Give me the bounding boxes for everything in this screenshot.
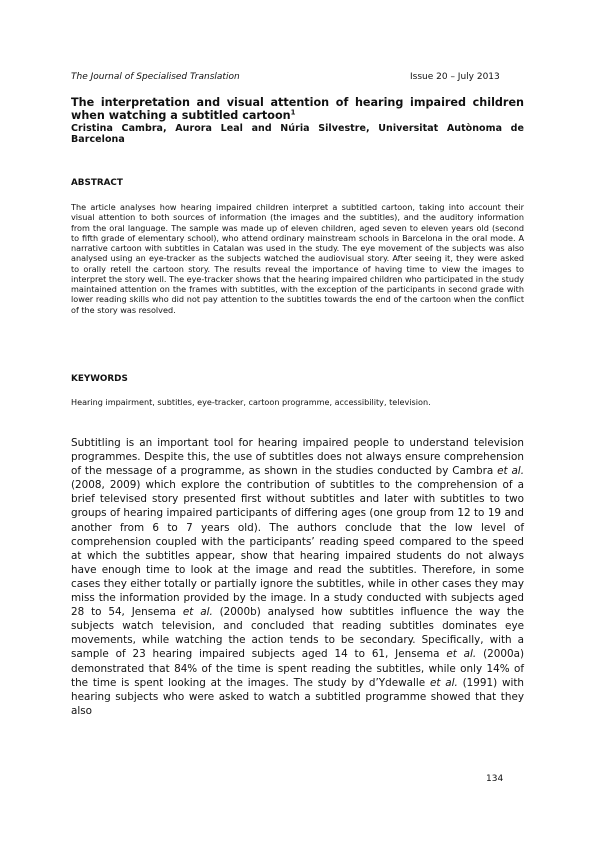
abstract-text: The article analyses how hearing impaired children interpret a subtitled cartoon, taking into account their visual attention to both sources of information (the images and the subtitles), and the auditory information from the oral language. The sample was made up of eleven children, aged seven to eleven years old (second to fifth grade of elementary school), who attend ordinary mainstream schools in Barcelona in the oral mode. A narrative cartoon with subtitles in Catalan was used in the study. The eye movement of the subjects was also analysed using an eye-tracker as the subjects watched the audiovisual story. After seeing it, they were asked to orally retell the cartoon story. The results reveal the importance of having time to view the images to interpret the story well. The eye-tracker shows that the hearing impaired children who participated in the study maintained attention on the frames with subtitles, with the exception of the participants in second grade with lower reading skills who did not pay attention to the subtitles towards the end of the cartoon when the conflict of the story was resolved.: [71, 202, 524, 315]
citation-et-al: et al.: [497, 465, 524, 478]
citation-et-al: et al.: [429, 676, 458, 689]
journal-name: The Journal of Specialised Translation: [71, 72, 240, 82]
keywords-text: Hearing impairment, subtitles, eye-tracker, cartoon programme, accessibility, television.: [71, 397, 431, 407]
article-title: [71, 97, 524, 122]
title-block: [71, 97, 524, 145]
abstract-heading: ABSTRACT: [71, 178, 123, 188]
body-text-segment: (2008, 2009) which explore the contribution of subtitles to the comprehension of a brief televised story presented first without subtitles and later with subtitles to two groups of hearing impaired participants of differing ages (one group from 12 to 19 and another from 6 to 7 years old). The authors conclude that the low level of comprehension coupled with the participants’ reading speed compared to the speed at which the subtitles appear, show that hearing impaired students do not always have enough time to look at the image and read the subtitles. Therefore, in some cases they either totally or partially ignore the subtitles, while in other cases they may miss the information provided by the image. In a study conducted with subjects aged 28 to 54, Jensema: [71, 479, 524, 619]
body-text-segment: (2000a) demonstrated that 84% of the time is spent reading the subtitles, while only 14% of the time is spent looking at the images. The study by d’Ydewalle: [71, 648, 524, 689]
article-title-text: The interpretation and visual attention of hearing impaired children when watching a subtitled cartoon: [71, 96, 524, 122]
keywords-heading: KEYWORDS: [71, 374, 128, 384]
body-text-segment: (2000b) analysed how subtitles influence the way the subjects watch television, and concluded that reading subtitles dominates eye movements, while watching the action tends to be secondary. Specifically, with a sample of 23 hearing impaired subjects aged 14 to 61, Jensema: [71, 606, 524, 661]
author-line: Cristina Cambra, Aurora Leal and Núria Silvestre, Universitat Autònoma de Barcelona: [71, 123, 524, 146]
body-text-segment: Subtitling is an important tool for hearing impaired people to understand television programmes. Despite this, the use of subtitles does not always ensure comprehension of the message of a programme, as shown in the studies conducted by Cambra: [71, 437, 524, 478]
citation-et-al: et al.: [182, 606, 213, 619]
citation-et-al: et al.: [446, 648, 477, 661]
body-paragraph: [71, 436, 524, 718]
footnote-marker[interactable]: 1: [290, 107, 296, 116]
page-number: 134: [486, 774, 504, 784]
issue-label: Issue 20 – July 2013: [410, 72, 500, 82]
body-text-segment: (1991) with hearing subjects who were asked to watch a subtitled programme showed that they also: [71, 676, 524, 717]
